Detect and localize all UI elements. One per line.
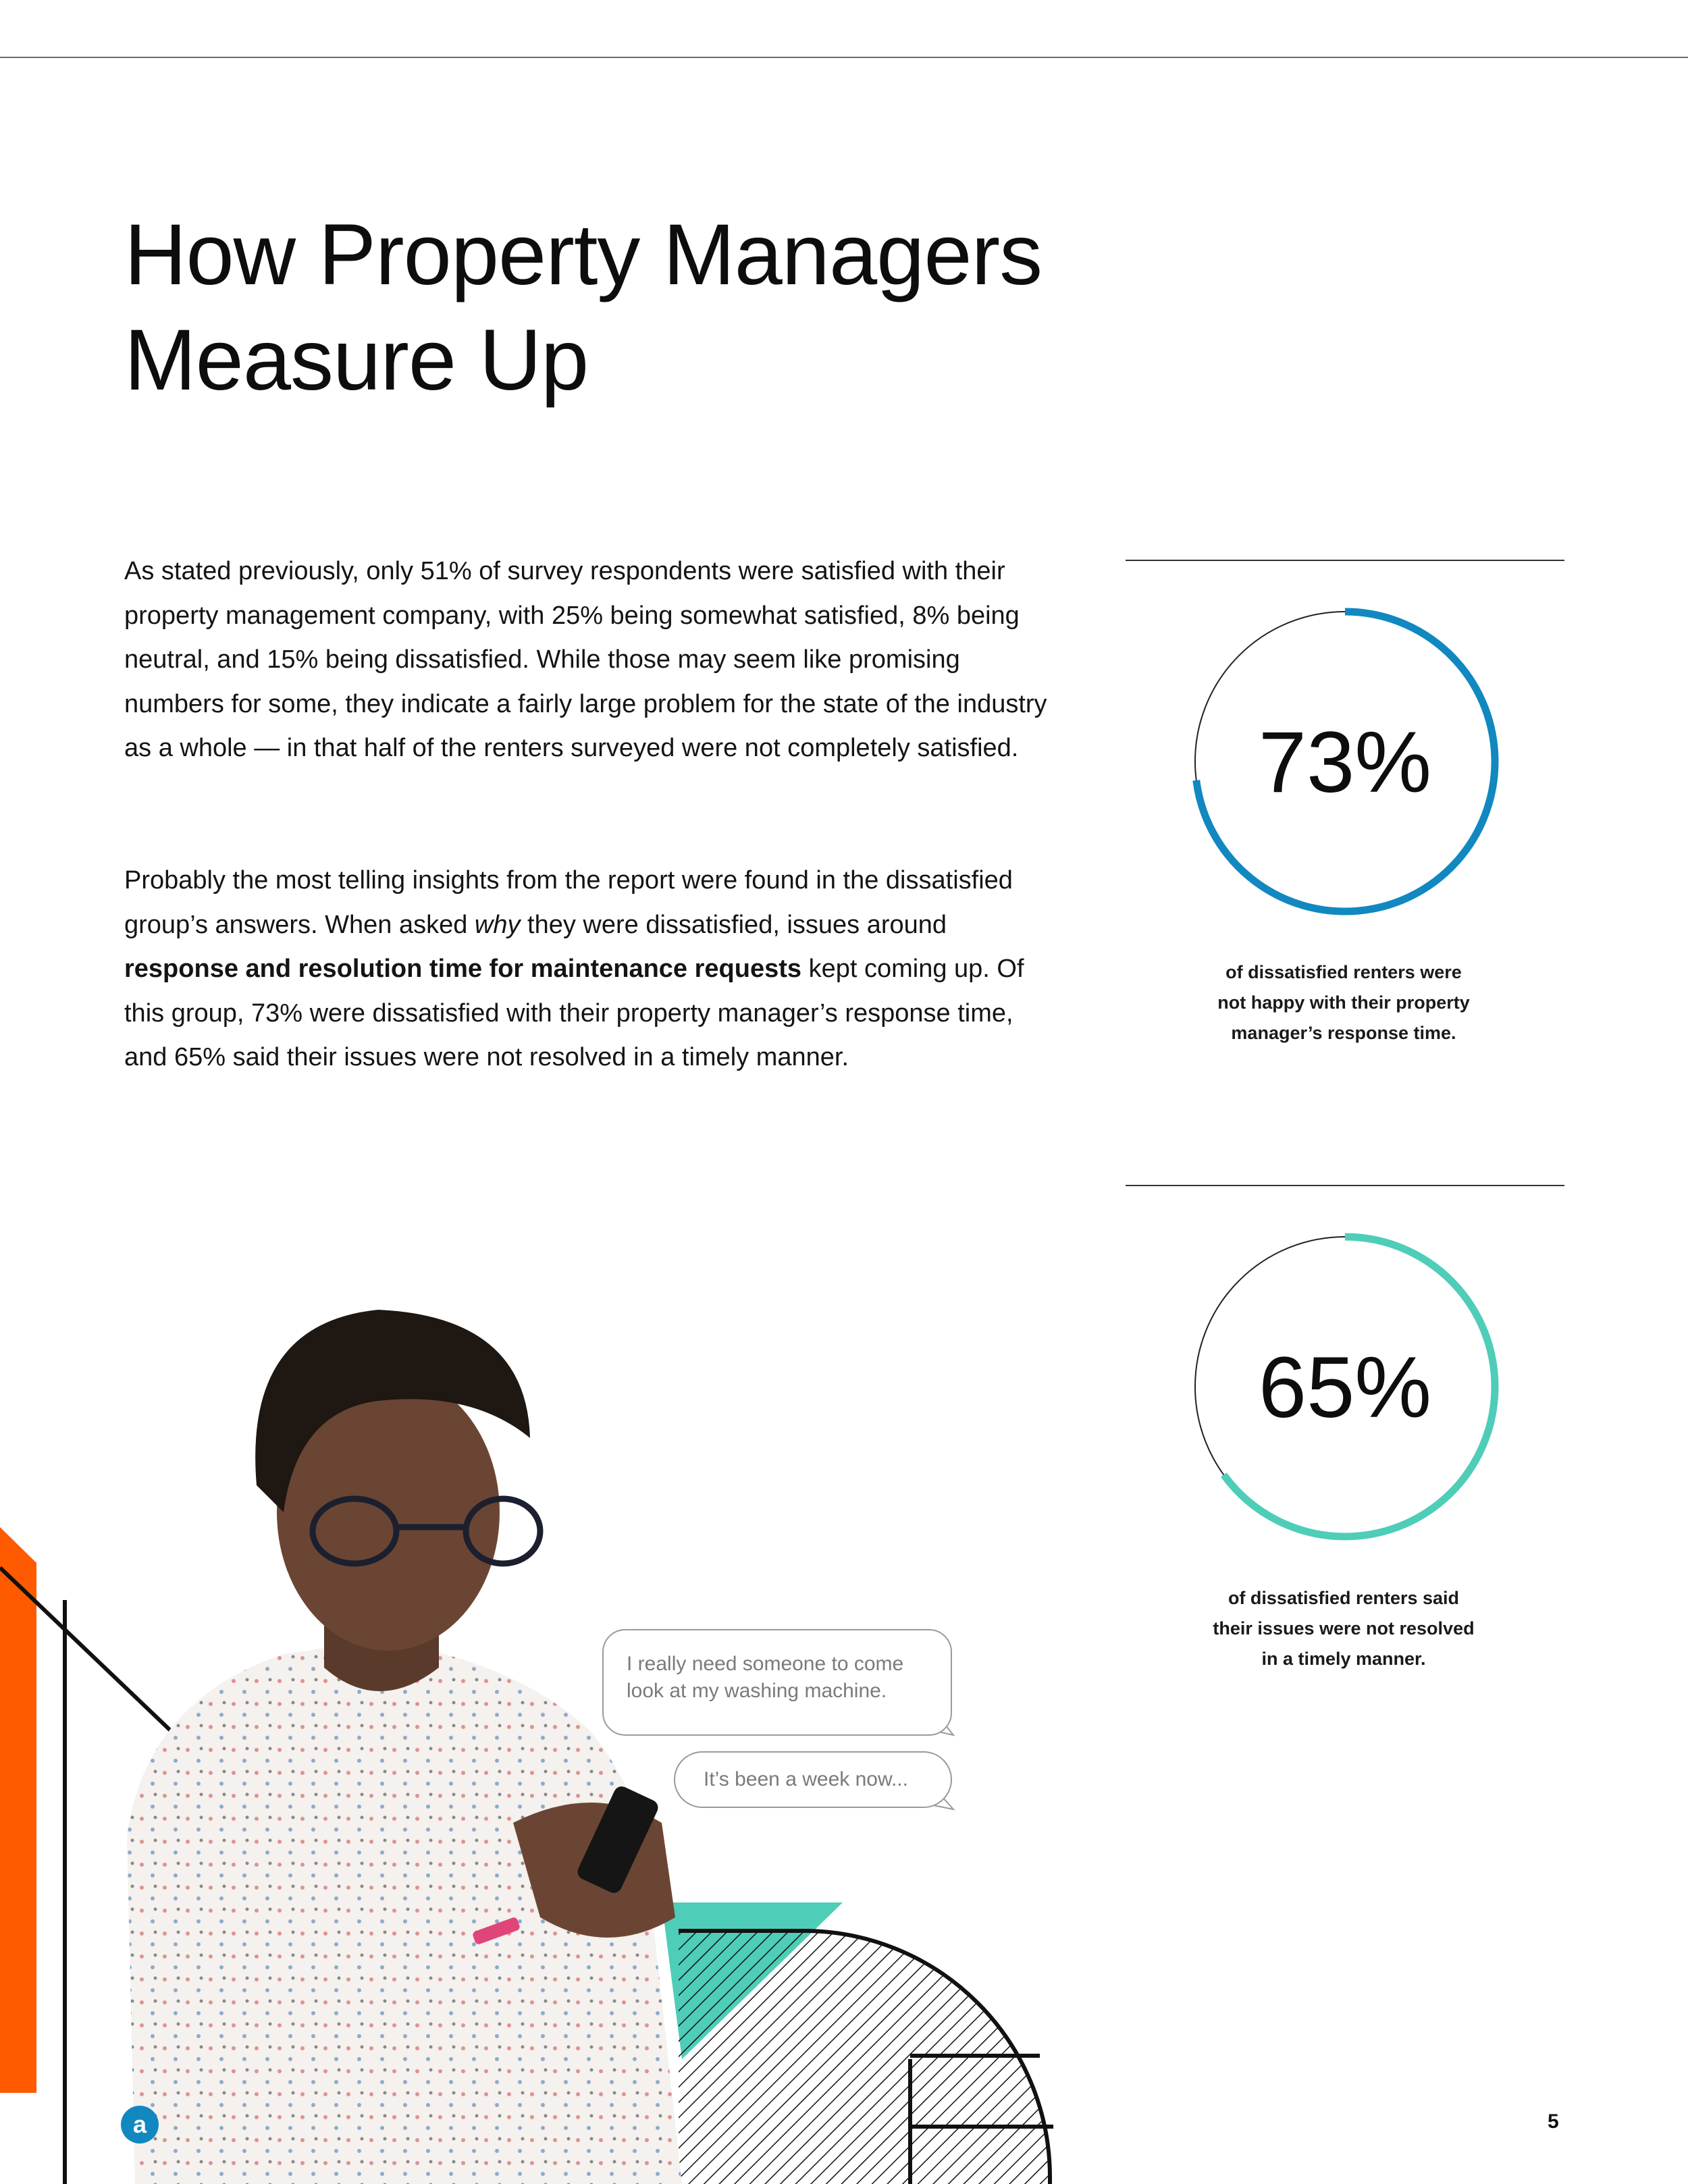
body-paragraph-2-part-c: kept coming up. Of this group, 73% were dissatisfied with their property manager’s response time, and 65% said their issues were not resolved in a timely manner.	[124, 955, 1024, 1071]
body-paragraph-2-emphasis: why	[474, 910, 521, 939]
chat-bubble-1: I really need someone to come look at my washing machine.	[602, 1629, 952, 1736]
stat-2-caption-line-2: their issues were not resolved	[1213, 1618, 1475, 1639]
page-title-line-2: Measure Up	[124, 312, 589, 408]
stat-1-caption-line-3: manager’s response time.	[1231, 1023, 1456, 1043]
page-number: 5	[1548, 2110, 1559, 2133]
chat-bubble-2: It’s been a week now...	[674, 1751, 952, 1808]
stat-2-caption-line-1: of dissatisfied renters said	[1228, 1588, 1460, 1608]
stat-2-value: 65%	[1258, 1339, 1432, 1436]
stat-1-caption-line-1: of dissatisfied renters were	[1225, 962, 1462, 982]
body-paragraph-2-part-b: they were dissatisfied, issues around	[520, 910, 947, 939]
stat-2-caption-line-3: in a timely manner.	[1261, 1649, 1426, 1669]
stat-1-value: 73%	[1258, 714, 1432, 811]
body-paragraph-2-bold: response and resolution time for maintenance requests	[124, 955, 802, 983]
stat-1-caption-line-2: not happy with their property	[1217, 992, 1470, 1013]
brand-logo-letter: a	[132, 2110, 147, 2138]
person-illustration	[127, 1310, 682, 2184]
body-paragraph-2-part-a: Probably the most telling insights from the report were found in the dissatisfied group’s answers. When asked	[124, 866, 1013, 939]
brand-logo-icon	[120, 2105, 159, 2144]
orange-accent-shape	[0, 1527, 36, 2093]
page-title-line-1: How Property Managers	[124, 207, 1043, 303]
body-paragraph-1: As stated previously, only 51% of survey respondents were satisfied with their property management company, with 25% being somewhat satisfied, 8% being neutral, and 15% being dissatisfied. While those may seem like promising numbers for some, they indicate a fairly large problem for the state of the industry as a whole — in that half of the renters surveyed were not completely satisfied.	[124, 557, 1047, 762]
